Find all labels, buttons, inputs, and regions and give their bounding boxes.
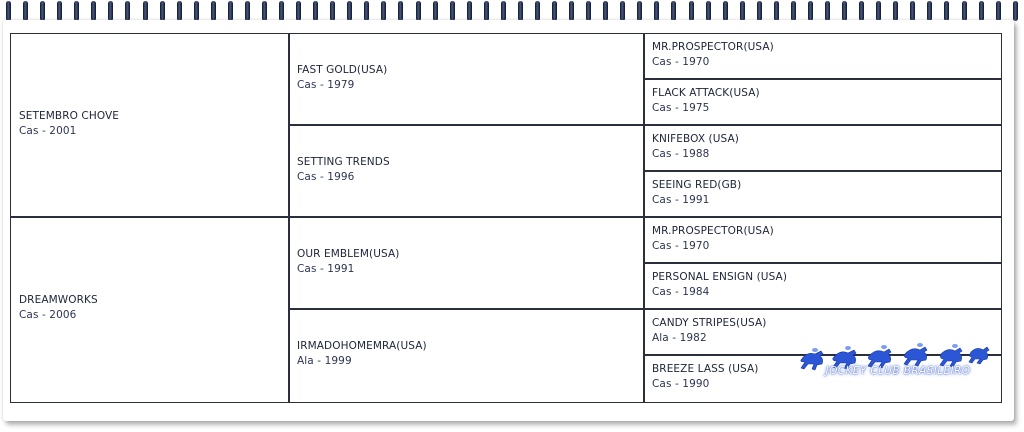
spiral-ring: [723, 1, 728, 21]
spiral-ring: [211, 1, 216, 21]
spiral-ring: [143, 1, 148, 21]
spiral-ring: [262, 1, 267, 21]
spiral-ring: [398, 1, 403, 21]
gen3-name: SEEING RED(GB): [652, 178, 742, 191]
spiral-ring: [825, 1, 830, 21]
spiral-ring: [450, 1, 455, 21]
gen3-name: KNIFEBOX (USA): [652, 132, 739, 145]
spiral-ring: [23, 1, 28, 21]
dam-dam-cell: [289, 309, 643, 400]
spiral-ring: [160, 1, 165, 21]
gen3-born: Cas - 1970: [652, 56, 710, 68]
spiral-ring: [740, 1, 745, 21]
spiral-ring: [927, 1, 932, 21]
spiral-ring: [40, 1, 45, 21]
spiral-ring: [381, 1, 386, 21]
spiral-ring: [501, 1, 506, 21]
gen3-cell: [644, 217, 1001, 262]
gen3-cell: [644, 125, 1001, 170]
gen3-born: Cas - 1984: [652, 285, 710, 298]
spiral-ring: [586, 1, 591, 21]
spiral-ring: [808, 1, 813, 21]
spiral-ring: [774, 1, 779, 21]
gen3-born: Cas - 1970: [652, 239, 710, 252]
spiral-ring: [125, 1, 130, 21]
spiral-ring: [74, 1, 79, 21]
spiral-ring: [689, 1, 694, 21]
spiral-ring: [433, 1, 438, 21]
spiral-ring: [996, 1, 1001, 21]
spiral-ring: [654, 1, 659, 21]
spiral-ring: [347, 1, 352, 21]
gen3-cell: [644, 263, 1001, 308]
dam-sire-cell: [289, 217, 643, 308]
spiral-ring: [535, 1, 540, 21]
gen3-name: FLACK ATTACK(USA): [652, 86, 760, 99]
sire-dam-name: SETTING TRENDS: [297, 155, 390, 168]
spiral-ring: [518, 1, 523, 21]
sire-cell: [11, 34, 288, 216]
dam-name: DREAMWORKS: [19, 293, 98, 306]
dam-sire-name: OUR EMBLEM(USA): [297, 247, 400, 260]
spiral-ring: [194, 1, 199, 21]
sire-dam-cell: [289, 125, 643, 216]
spiral-ring: [296, 1, 301, 21]
dam-dam-born: Ala - 1999: [297, 354, 352, 367]
spiral-ring: [944, 1, 949, 21]
spiral-ring: [552, 1, 557, 21]
gen3-born: Cas - 1988: [652, 147, 710, 160]
spiral-ring: [416, 1, 421, 21]
sire-sire-name: FAST GOLD(USA): [297, 64, 388, 76]
jockey-club-logo: [795, 338, 995, 386]
spiral-ring: [859, 1, 864, 21]
gen3-name: PERSONAL ENSIGN (USA): [652, 270, 788, 283]
gen3-cell: [644, 171, 1001, 216]
gen3-born: Ala - 1982: [652, 331, 707, 344]
spiral-ring: [637, 1, 642, 21]
spiral-ring: [177, 1, 182, 21]
spiral-ring: [91, 1, 96, 21]
spiral-ring: [364, 1, 369, 21]
spiral-ring: [620, 1, 625, 21]
sire-name: SETEMBRO CHOVE: [19, 110, 120, 122]
sire-dam-born: Cas - 1996: [297, 170, 355, 183]
gen3-born: Cas - 1975: [652, 101, 710, 114]
spiral-ring: [57, 1, 62, 21]
spiral-ring: [228, 1, 233, 21]
gen3-name: BREEZE LASS (USA): [652, 362, 759, 375]
dam-cell: [11, 217, 288, 400]
spiral-ring: [757, 1, 762, 21]
dam-dam-name: IRMADOHOMEMRA(USA): [297, 339, 427, 352]
spiral-ring: [671, 1, 676, 21]
gen3-born: Cas - 1991: [652, 193, 710, 206]
spiral-ring: [1013, 1, 1018, 21]
gen3-cell: [644, 79, 1001, 124]
gen3-name: MR.PROSPECTOR(USA): [652, 41, 774, 53]
spiral-ring: [484, 1, 489, 21]
spiral-ring: [467, 1, 472, 21]
sire-born: Cas - 2001: [19, 125, 77, 137]
gen3-name: CANDY STRIPES(USA): [652, 316, 767, 329]
sire-sire-cell: [289, 34, 643, 124]
spiral-ring: [108, 1, 113, 21]
spiral-ring: [893, 1, 898, 21]
spiral-ring: [706, 1, 711, 21]
spiral-ring: [245, 1, 250, 21]
gen3-cell: [644, 34, 1001, 78]
racehorses-icon: [795, 338, 995, 386]
gen3-born: Cas - 1990: [652, 377, 710, 390]
dam-sire-born: Cas - 1991: [297, 262, 355, 275]
logo-text: JOCKEY CLUB BRASILEIRO: [825, 365, 971, 377]
spiral-ring: [962, 1, 967, 21]
spiral-ring: [313, 1, 318, 21]
spiral-ring: [569, 1, 574, 21]
spiral-ring: [6, 1, 11, 21]
spiral-ring: [910, 1, 915, 21]
gen3-name: MR.PROSPECTOR(USA): [652, 224, 774, 237]
spiral-ring: [979, 1, 984, 21]
spiral-ring: [330, 1, 335, 21]
sire-sire-born: Cas - 1979: [297, 79, 355, 91]
spiral-ring: [842, 1, 847, 21]
spiral-ring: [603, 1, 608, 21]
spiral-ring: [791, 1, 796, 21]
spiral-ring: [279, 1, 284, 21]
spiral-ring: [876, 1, 881, 21]
dam-born: Cas - 2006: [19, 308, 77, 321]
